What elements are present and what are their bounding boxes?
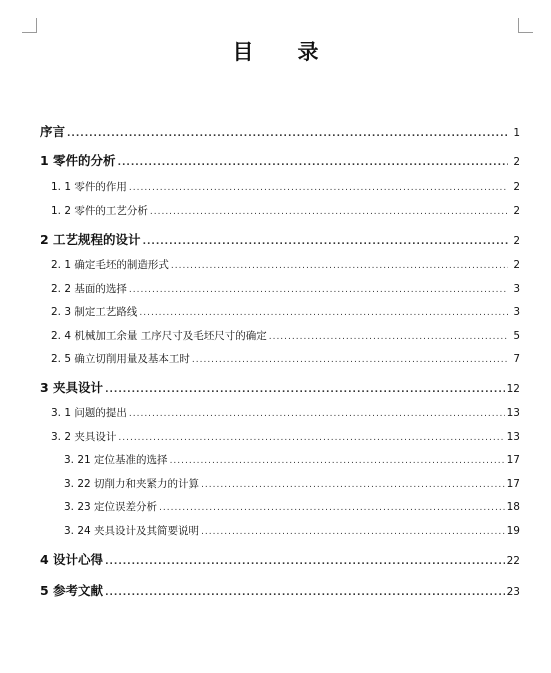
toc-entry[interactable] (51, 429, 520, 444)
toc-entry-page: 13 (506, 407, 520, 419)
toc-entry-label: 3. 22 切削力和夹紧力的计算 (64, 478, 200, 490)
toc-leader-dots (105, 557, 505, 567)
toc-leader-dots (170, 456, 505, 466)
toc-entry-label: 3. 23 定位误差分析 (64, 501, 158, 513)
toc-entry-label: 3 夹具设计 (40, 380, 104, 395)
toc-entry-label: 1. 2 零件的工艺分析 (51, 205, 148, 217)
toc-entry[interactable] (64, 523, 520, 538)
toc-entry[interactable] (51, 328, 520, 343)
toc-entry-page: 13 (506, 431, 520, 443)
toc-entry-page: 17 (506, 478, 520, 490)
toc-entry-label: 3. 2 夹具设计 (51, 431, 117, 443)
toc-entry-page: 12 (506, 383, 520, 395)
toc-entry-page: 19 (506, 525, 520, 537)
toc-entry-label: 3. 24 夹具设计及其简要说明 (64, 525, 200, 537)
toc-leader-dots (118, 158, 508, 168)
toc-entry-label: 3. 21 定位基准的选择 (64, 454, 168, 466)
toc-entry[interactable] (51, 179, 520, 194)
toc-entry-label: 2. 2 基面的选择 (51, 283, 127, 295)
toc-entry[interactable] (40, 230, 520, 248)
toc-entry-label: 3. 1 问题的提出 (51, 407, 127, 419)
toc-entry-label: 2 工艺规程的设计 (40, 232, 141, 247)
toc-entry-page: 2 (513, 235, 520, 247)
toc-entry[interactable] (40, 151, 520, 169)
toc-entry-page: 17 (506, 454, 520, 466)
toc-entry-label: 5 参考文献 (40, 583, 104, 598)
toc-leader-dots (192, 355, 508, 365)
toc-leader-dots (118, 433, 504, 443)
toc-entry[interactable] (40, 581, 520, 599)
toc-entry[interactable] (51, 351, 520, 366)
toc-leader-dots (105, 588, 505, 598)
toc-entry-page: 3 (513, 283, 520, 295)
toc-entry[interactable] (51, 257, 520, 272)
toc-entry-page: 2 (513, 156, 520, 168)
toc-leader-dots (143, 237, 508, 247)
toc-entry-page: 7 (513, 353, 520, 365)
toc-entry-label: 2. 1 确定毛坯的制造形式 (51, 259, 169, 271)
toc-entry-label: 1 零件的分析 (40, 153, 116, 168)
toc-entry-page: 23 (506, 586, 520, 598)
toc-entry[interactable] (51, 304, 520, 319)
toc-leader-dots (171, 261, 508, 271)
toc-leader-dots (129, 183, 508, 193)
toc-entry-page: 2 (513, 205, 520, 217)
toc-entry-page: 5 (513, 330, 520, 342)
toc-entry[interactable] (40, 550, 520, 568)
toc-leader-dots (139, 308, 508, 318)
toc-entry-page: 18 (506, 501, 520, 513)
toc-leader-dots (269, 332, 508, 342)
toc-entry-label: 序言 (40, 124, 66, 139)
toc-entry[interactable] (51, 405, 520, 420)
toc-entry[interactable] (64, 499, 520, 514)
toc-entry-page: 1 (513, 127, 520, 139)
toc-entry[interactable] (64, 476, 520, 491)
toc-entry-page: 2 (513, 181, 520, 193)
toc-leader-dots (159, 503, 505, 513)
toc-entry-label: 2. 5 确立切削用量及基本工时 (51, 353, 190, 365)
toc-leader-dots (105, 385, 505, 395)
toc-entry-page: 2 (513, 259, 520, 271)
toc-leader-dots (129, 285, 508, 295)
title-char-1: 目 (232, 40, 254, 64)
toc-entry[interactable] (40, 122, 520, 140)
toc-entry[interactable] (51, 281, 520, 296)
toc-entry-label: 1. 1 零件的作用 (51, 181, 127, 193)
toc-entry-page: 22 (506, 555, 520, 567)
toc-leader-dots (201, 480, 505, 490)
title-char-2: 录 (297, 40, 319, 64)
toc-leader-dots (67, 129, 508, 139)
toc-entry[interactable] (40, 378, 520, 396)
toc-leader-dots (129, 409, 505, 419)
toc-entry[interactable] (51, 203, 520, 218)
toc-leader-dots (201, 527, 505, 537)
toc-entry-page: 3 (513, 306, 520, 318)
toc-leader-dots (150, 207, 508, 217)
toc-entry[interactable] (64, 452, 520, 467)
toc-entry-label: 2. 3 制定工艺路线 (51, 306, 138, 318)
toc-entry-label: 4 设计心得 (40, 552, 104, 567)
toc-entry-label: 2. 4 机械加工余量 工序尺寸及毛坯尺寸的确定 (51, 330, 267, 342)
